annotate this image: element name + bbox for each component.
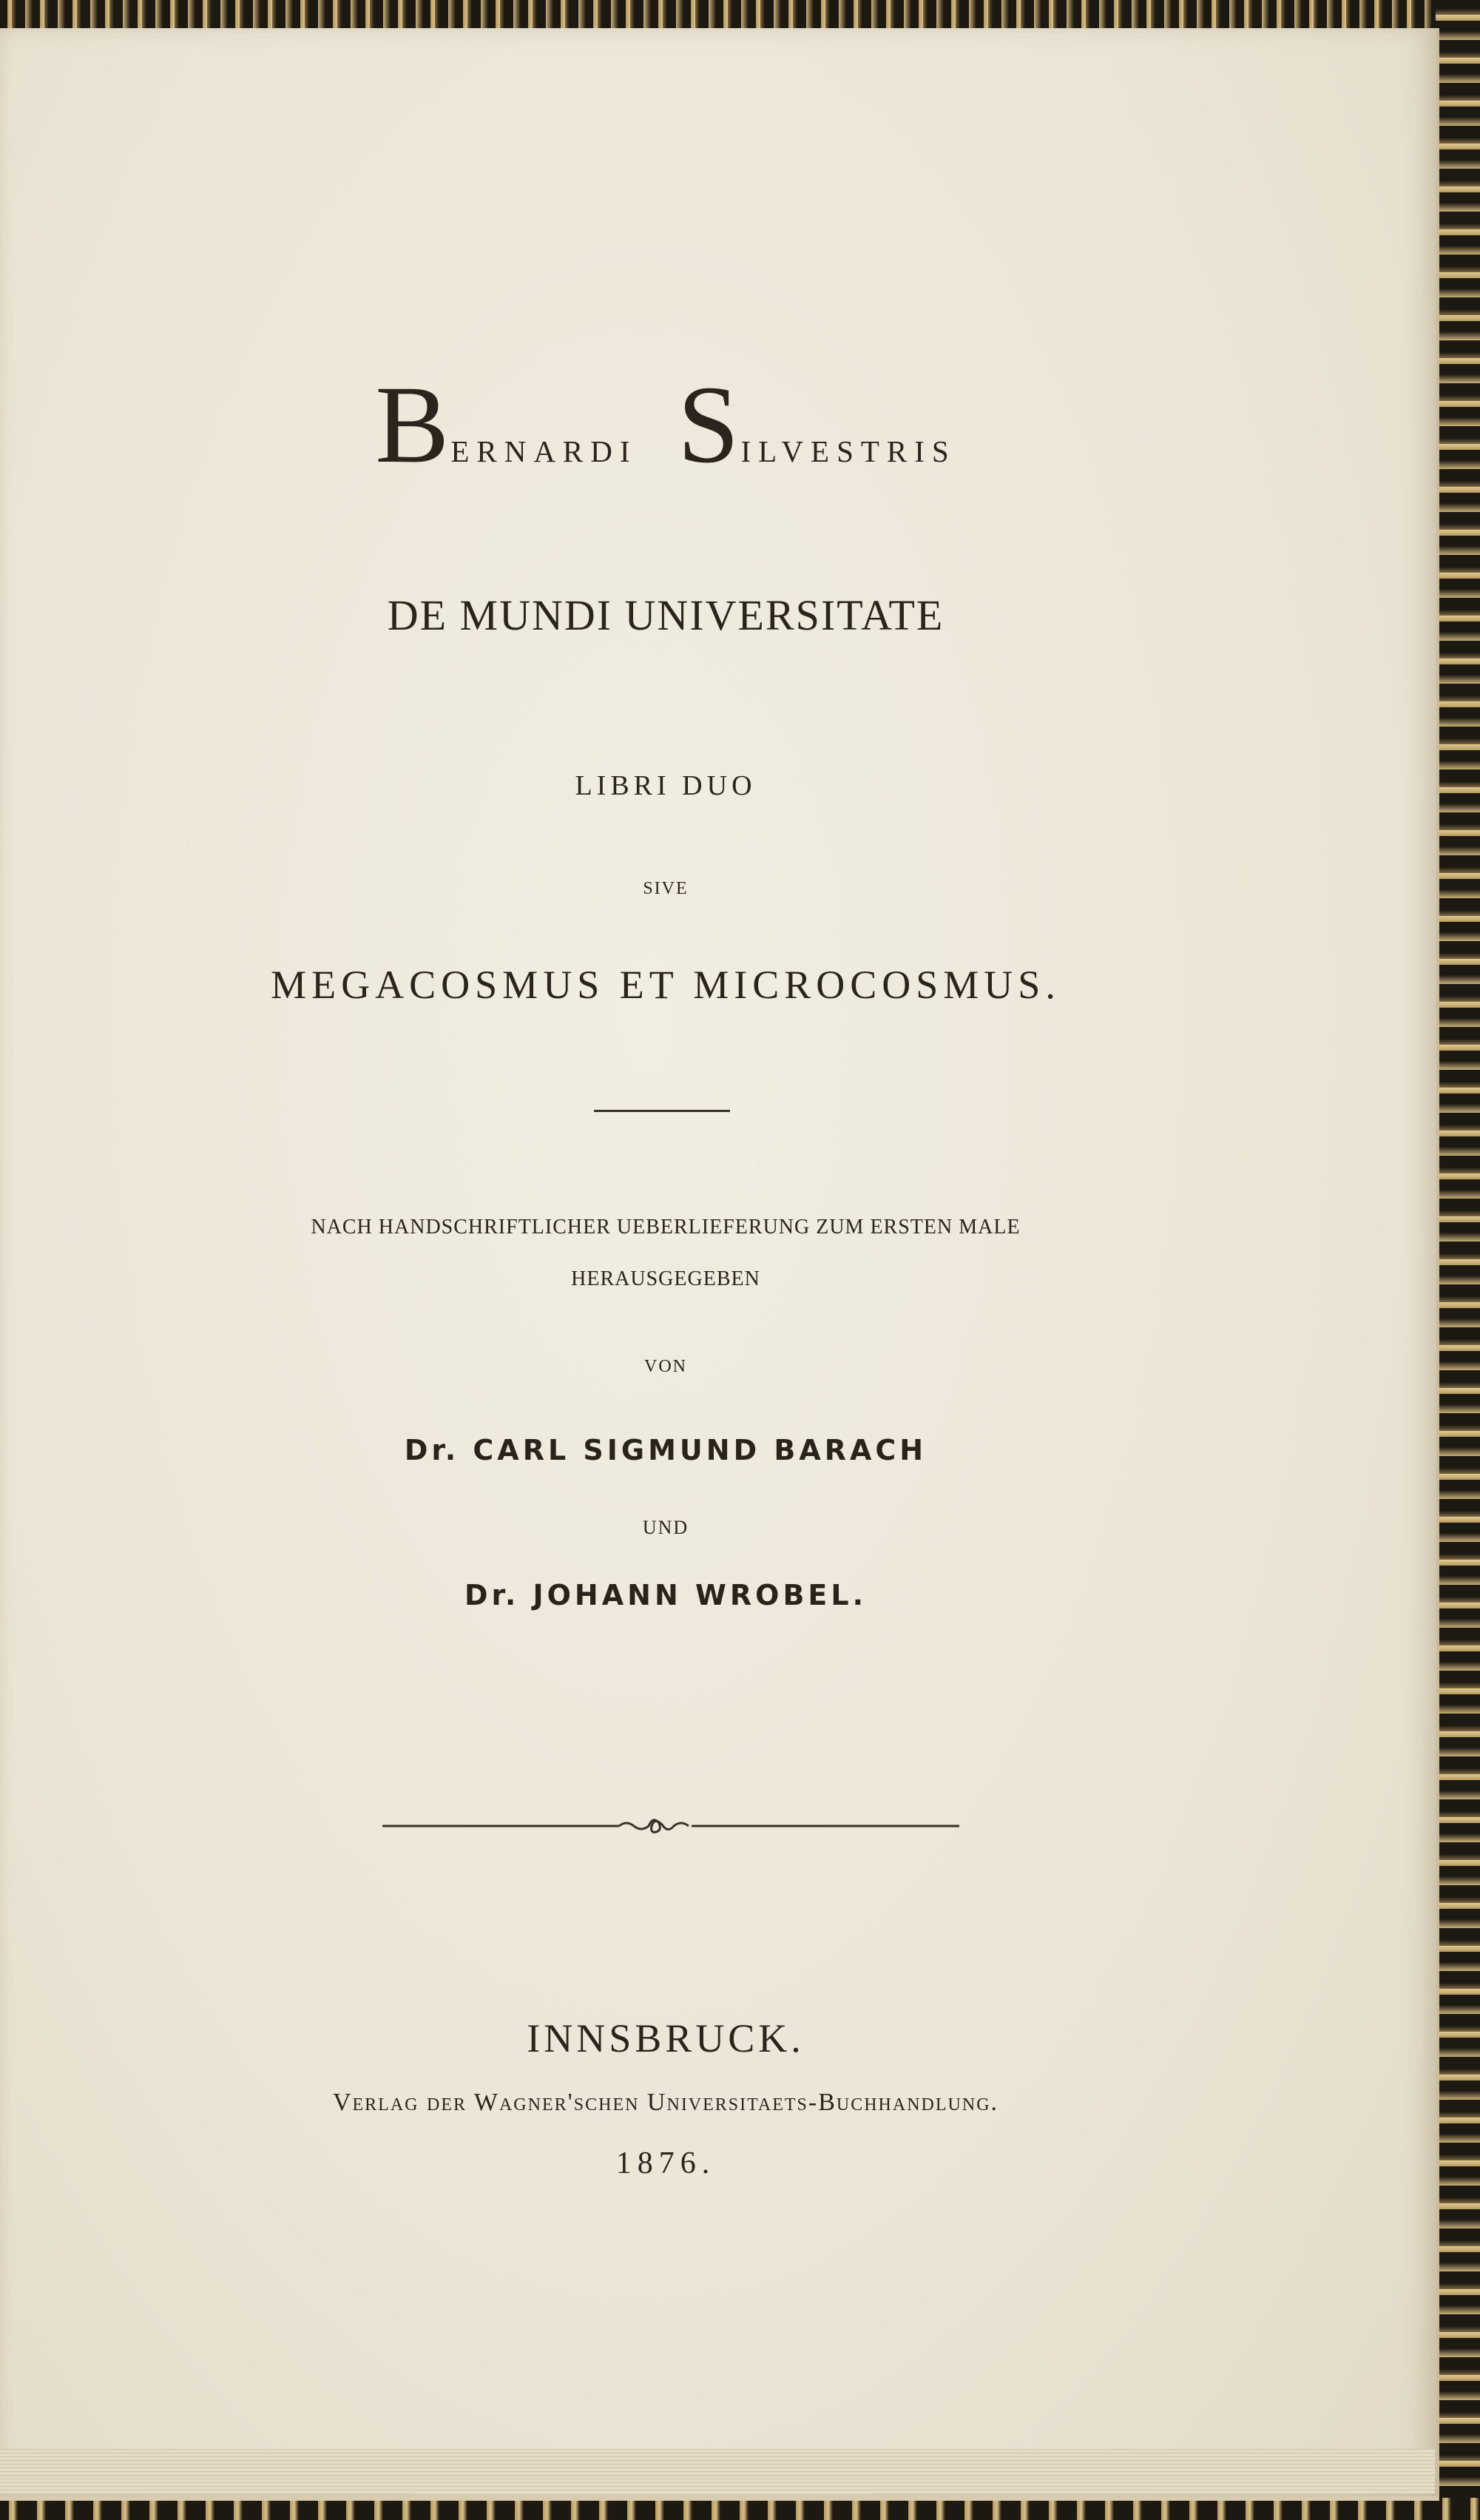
- gilt-border-right: [1436, 0, 1480, 2520]
- und: UND: [642, 1517, 689, 1538]
- libri-duo: LIBRI DUO: [575, 770, 757, 801]
- title-page: [0, 28, 1439, 2501]
- place-of-publication: INNSBRUCK.: [527, 2016, 805, 2061]
- short-rule-divider: [594, 1110, 730, 1112]
- main-title: [0, 361, 1331, 488]
- main-title-word-1: Bernardi: [375, 363, 638, 486]
- editor-1: Dr. CARL SIGMUND BARACH: [404, 1434, 927, 1466]
- alt-title: MEGACOSMUS ET MICROCOSMUS.: [271, 963, 1061, 1007]
- gilt-border-bottom: [0, 2498, 1480, 2520]
- page-edges: [0, 2449, 1435, 2493]
- edition-note-line-1: NACH HANDSCHRIFTLICHER UEBERLIEFERUNG ZUM ERSTEN MALE: [311, 1216, 1021, 1239]
- ornamental-rule-divider: [382, 1804, 959, 1848]
- year: 1876.: [615, 2146, 716, 2180]
- publisher: Verlag der Wagner'schen Universitaets-Buchhandlung.: [332, 2089, 999, 2116]
- editor-2: Dr. JOHANN WROBEL.: [464, 1579, 868, 1611]
- edition-note-line-2: HERAUSGEGEBEN: [571, 1267, 760, 1290]
- gilt-border-top: [0, 0, 1480, 30]
- sive: SIVE: [643, 879, 689, 898]
- subtitle: DE MUNDI UNIVERSITATE: [387, 591, 945, 639]
- von: VON: [644, 1357, 687, 1376]
- main-title-word-2: Silvestris: [678, 363, 956, 486]
